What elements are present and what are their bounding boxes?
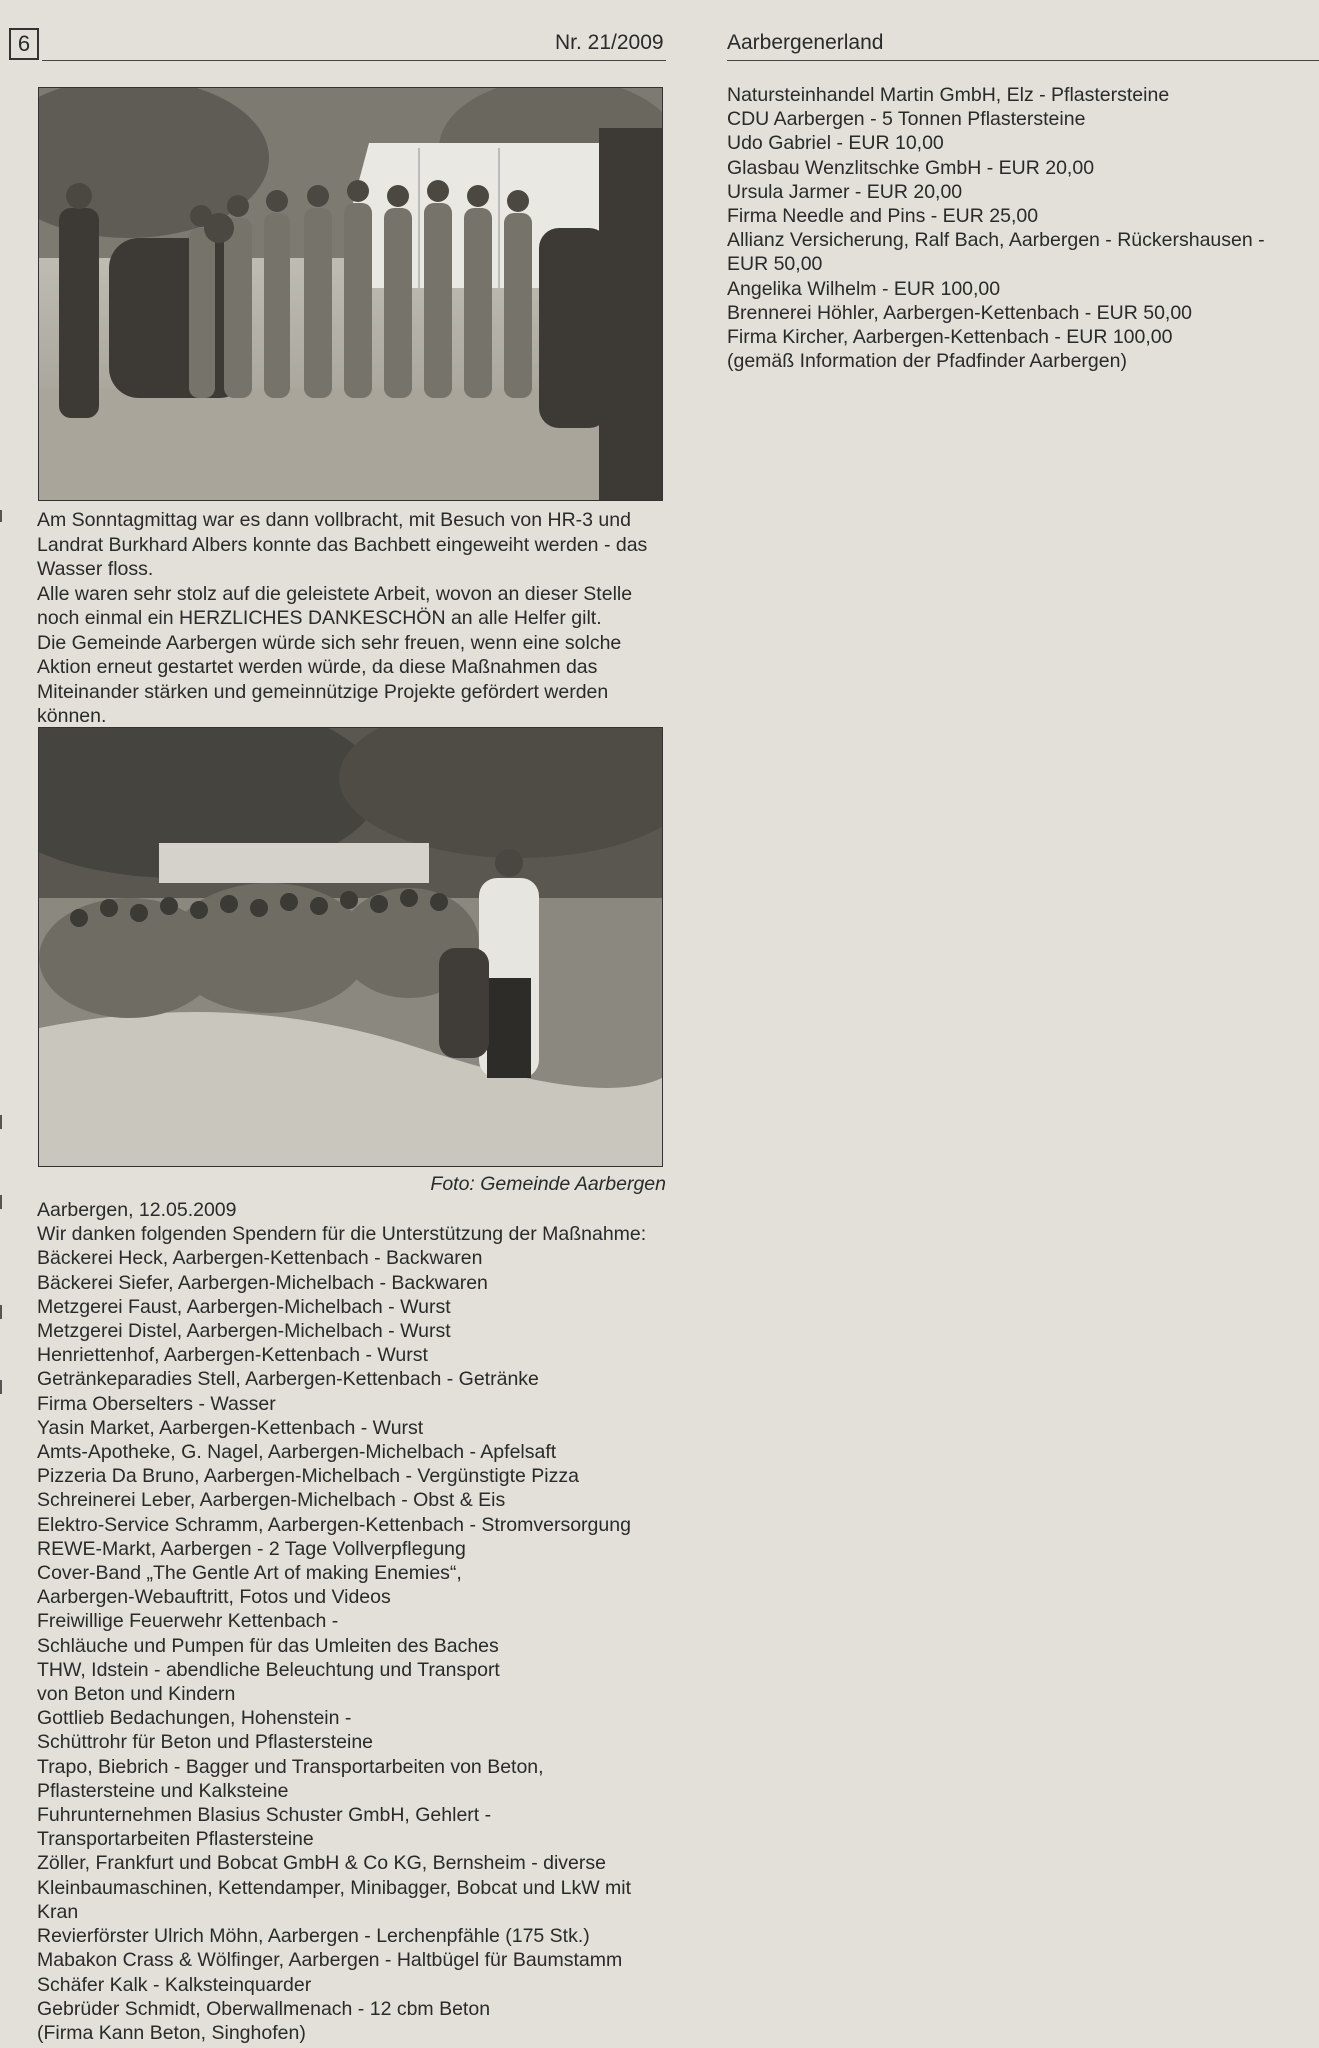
header-rule-left [42,60,666,61]
margin-mark [0,1305,2,1319]
list-item: Schreinerei Leber, Aarbergen-Michelbach - Obst & Eis [37,1489,506,1512]
list-item: Gebrüder Schmidt, Oberwallmenach - 12 cbm Beton (Firma Kann Beton, Singhofen) [37,1997,491,2044]
list-item: Schäfer Kalk - Kalksteinquarder [37,1973,312,1996]
list-item: Revierförster Ulrich Möhn, Aarbergen - Lerchenpfähle (175 Stk.) [37,1925,590,1948]
list-item: Firma Kircher, Aarbergen-Kettenbach - EUR 100,00 [727,326,1173,349]
photo-celebration-crowd [38,727,663,1167]
list-item: (gemäß Information der Pfadfinder Aarbergen) [727,350,1127,373]
margin-mark [0,510,2,522]
margin-mark [0,1380,2,1394]
list-item: Trapo, Biebrich - Bagger und Transportarbeiten von Beton, Pflastersteine und Kalksteine [37,1755,544,1802]
list-item: Glasbau Wenzlitschke GmbH - EUR 20,00 [727,156,1095,179]
list-item: THW, Idstein - abendliche Beleuchtung und Transport von Beton und Kindern [37,1658,500,1706]
list-item: Metzgerei Distel, Aarbergen-Michelbach - Wurst [37,1320,451,1343]
list-item: Bäckerei Heck, Aarbergen-Kettenbach - Backwaren [37,1247,483,1270]
list-item: Gottlieb Bedachungen, Hohenstein - Schüttrohr für Beton und Pflastersteine [37,1707,374,1754]
list-item: Pizzeria Da Bruno, Aarbergen-Michelbach - Vergünstigte Pizza [37,1465,579,1488]
list-item: Angelika Wilhelm - EUR 100,00 [727,277,1001,300]
list-item: Metzgerei Faust, Aarbergen-Michelbach - Wurst [37,1295,451,1318]
list-item: Wir danken folgenden Spendern für die Unterstützung der Maßnahme: [37,1223,647,1246]
photo-scouts-group [38,87,663,501]
list-item: Bäckerei Siefer, Aarbergen-Michelbach - Backwaren [37,1271,488,1294]
margin-mark [0,1195,2,1209]
list-item: Zöller, Frankfurt und Bobcat GmbH & Co KG, Bernsheim - diverse Kleinbaumaschinen, Kettendamper, Minibagger, Bobcat und LkW mit Kran [37,1852,632,1923]
section-title: Aarbergenerland [727,31,884,54]
list-item: Mabakon Crass & Wölfinger, Aarbergen - Haltbügel für Baumstamm [37,1949,623,1972]
list-item: Fuhrunternehmen Blasius Schuster GmbH, Gehlert - Transportarbeiten Pflastersteine [37,1804,492,1851]
list-item: Udo Gabriel - EUR 10,00 [727,132,944,155]
list-item: Henriettenhof, Aarbergen-Kettenbach - Wurst [37,1344,428,1367]
sponsor-list-right [727,83,1319,373]
list-item: REWE-Markt, Aarbergen - 2 Tage Vollverpflegung [37,1537,466,1560]
list-item: CDU Aarbergen - 5 Tonnen Pflastersteine [727,108,1086,131]
list-item: Aarbergen, 12.05.2009 [37,1199,237,1221]
article-paragraph: Am Sonntagmittag war es dann vollbracht, mit Besuch von HR-3 und Landrat Burkhard Albers konnte das Bachbett eingeweiht werden - das Wasser floss. [37,509,648,580]
issue-number: Nr. 21/2009 [555,31,664,54]
margin-mark [0,1115,2,1129]
list-item: Freiwillige Feuerwehr Kettenbach - Schläuche und Pumpen für das Umleiten des Baches [37,1610,499,1657]
list-item: Firma Needle and Pins - EUR 25,00 [727,205,1039,228]
page-number: 6 [9,28,39,60]
article-paragraph: Alle waren sehr stolz auf die geleistete Arbeit, wovon an dieser Stelle noch einmal ein HERZLICHES DANKESCHÖN an alle Helfer gilt. [37,582,633,629]
header-rule-right [727,60,1319,61]
article-text [37,508,669,729]
list-item: Natursteinhandel Martin GmbH, Elz - Pflastersteine [727,84,1170,106]
list-item: Allianz Versicherung, Ralf Bach, Aarbergen - Rückershausen - EUR 50,00 [727,229,1265,276]
sponsor-list-left [37,1198,677,2045]
list-item: Cover-Band „The Gentle Art of making Enemies“, Aarbergen-Webauftritt, Fotos und Videos [37,1562,462,1609]
list-item: Getränkeparadies Stell, Aarbergen-Kettenbach - Getränke [37,1368,539,1391]
list-item: Elektro-Service Schramm, Aarbergen-Kettenbach - Stromversorgung [37,1513,631,1536]
list-item: Brennerei Höhler, Aarbergen-Kettenbach - EUR 50,00 [727,301,1193,324]
photo-credit: Foto: Gemeinde Aarbergen [430,1173,666,1195]
list-item: Amts-Apotheke, G. Nagel, Aarbergen-Michelbach - Apfelsaft [37,1441,557,1464]
list-item: Yasin Market, Aarbergen-Kettenbach - Wurst [37,1416,424,1439]
article-paragraph: Die Gemeinde Aarbergen würde sich sehr freuen, wenn eine solche Aktion erneut gestartet werden würde, da diese Maßnahmen das Miteinander stärken und gemeinnützige Projekte gefördert werden können. [37,631,622,727]
list-item: Ursula Jarmer - EUR 20,00 [727,180,963,203]
list-item: Firma Oberselters - Wasser [37,1392,276,1415]
